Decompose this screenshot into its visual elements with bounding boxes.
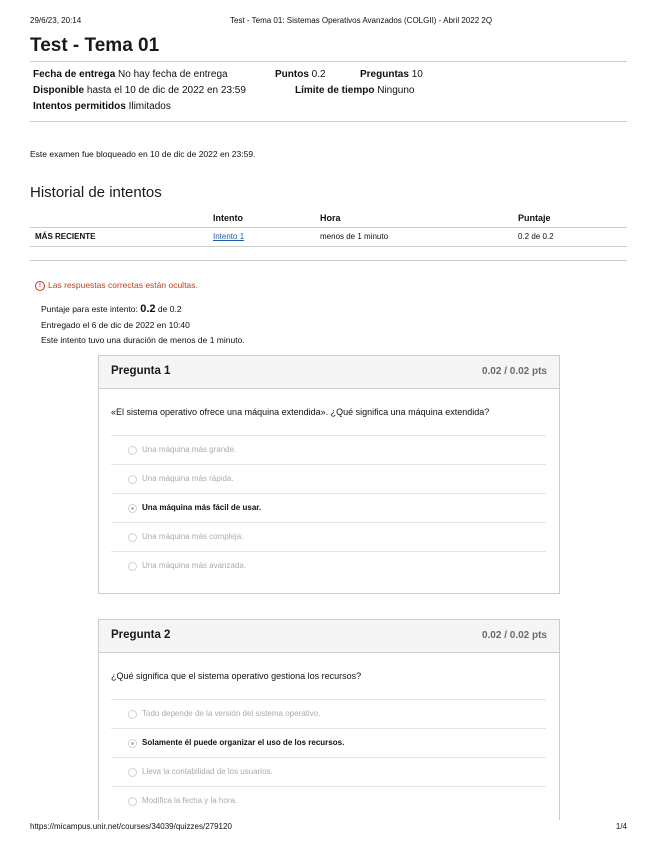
answer-label: Una máquina más fácil de usar. [142,503,262,512]
page-title: Test - Tema 01 [30,35,160,56]
divider [30,260,627,261]
divider [30,121,627,122]
meta-available [33,85,246,96]
meta-value: 0.2 [311,69,326,80]
answer-option [111,464,546,494]
answer-label: Solamente él puede organizar el uso de los recursos. [142,738,345,747]
question-text: «El sistema operativo ofrece una máquina extendida». ¿Qué significa una máquina extendida? [111,407,490,417]
radio-icon [128,710,137,719]
radio-icon [128,797,137,806]
question-text: ¿Qué significa que el sistema operativo gestiona los recursos? [111,671,362,681]
radio-selected-icon [128,739,137,748]
locked-notice: Este examen fue bloqueado en 10 de dic de 2022 en 23:59. [30,149,256,159]
question-header [99,620,559,653]
meta-due [33,69,228,80]
divider [30,61,627,62]
meta-value: 10 [411,69,423,80]
radio-icon [128,562,137,571]
history-header: Puntaje [518,213,551,223]
question-title: Pregunta 1 [111,365,171,377]
meta-points [275,69,326,80]
score-summary [41,303,182,315]
question-header [99,356,559,389]
table-row [30,228,627,247]
question-card [98,355,560,594]
meta-label: Puntos [275,69,309,80]
question-points: 0.02 / 0.02 pts [481,366,547,377]
history-time: menos de 1 minuto [320,232,389,241]
answer-label: Una máquina más compleja. [142,532,244,541]
duration-info: Este intento tuvo una duración de menos de 1 minuto. [41,335,245,345]
answer-label: Todo depende de la versión del sistema operativo. [142,709,321,718]
meta-time-limit [295,85,415,96]
meta-attempts [33,101,171,112]
answer-option-selected [111,493,546,523]
score-value: 0.2 [140,303,156,315]
meta-questions [360,69,423,80]
answer-label: Modifica la fecha y la hora. [142,796,238,805]
hidden-answers-notice [35,280,198,291]
answer-label: Una máquina más rápida. [142,474,234,483]
print-date: 29/6/23, 20:14 [30,16,82,25]
history-table [30,209,627,247]
meta-value: hasta el 10 de dic de 2022 en 23:59 [86,85,246,96]
meta-value: Ninguno [377,85,415,96]
history-header: Hora [320,213,341,223]
meta-label: Disponible [33,85,85,96]
answer-option [111,699,546,729]
meta-label: Preguntas [360,69,409,80]
score-suffix: de 0.2 [157,304,182,314]
print-doc-title: Test - Tema 01: Sistemas Operativos Avanzados (COLGII) - Abril 2022 2Q [230,16,493,25]
radio-icon [128,446,137,455]
history-header-row [30,209,627,228]
meta-label: Límite de tiempo [295,85,375,96]
question-card [98,619,560,820]
answer-label: Lleva la contabilidad de los usuarios. [142,767,273,776]
answer-label: Una máquina más grande. [142,445,237,454]
meta-value: Ilimitados [128,101,171,112]
radio-icon [128,533,137,542]
attempt-link[interactable]: Intento 1 [213,232,245,241]
answer-option [111,786,546,816]
radio-icon [128,768,137,777]
answer-option [111,435,546,465]
answer-option [111,522,546,552]
history-row-label: MÁS RECIENTE [35,232,96,241]
answer-option [111,757,546,787]
meta-label: Intentos permitidos [33,101,126,112]
question-title: Pregunta 2 [111,629,171,641]
meta-label: Fecha de entrega [33,69,116,80]
radio-selected-icon [128,504,137,513]
history-header: Intento [213,213,243,223]
radio-icon [128,475,137,484]
submitted-info: Entregado el 6 de dic de 2022 en 10:40 [41,320,190,330]
history-title: Historial de intentos [30,184,162,201]
answer-option-selected [111,728,546,758]
page-number: 1/4 [615,822,627,831]
history-score: 0.2 de 0.2 [518,232,554,241]
answer-label: Una máquina más avanzada. [142,561,247,570]
hidden-answers-text: Las respuestas correctas están ocultas. [48,280,198,290]
answer-option [111,551,546,581]
meta-value: No hay fecha de entrega [118,69,228,80]
score-prefix: Puntaje para este intento: [41,304,138,314]
question-points: 0.02 / 0.02 pts [481,630,547,641]
info-icon: ! [35,281,45,291]
footer-url: https://micampus.unir.net/courses/34039/quizzes/279120 [30,822,232,831]
